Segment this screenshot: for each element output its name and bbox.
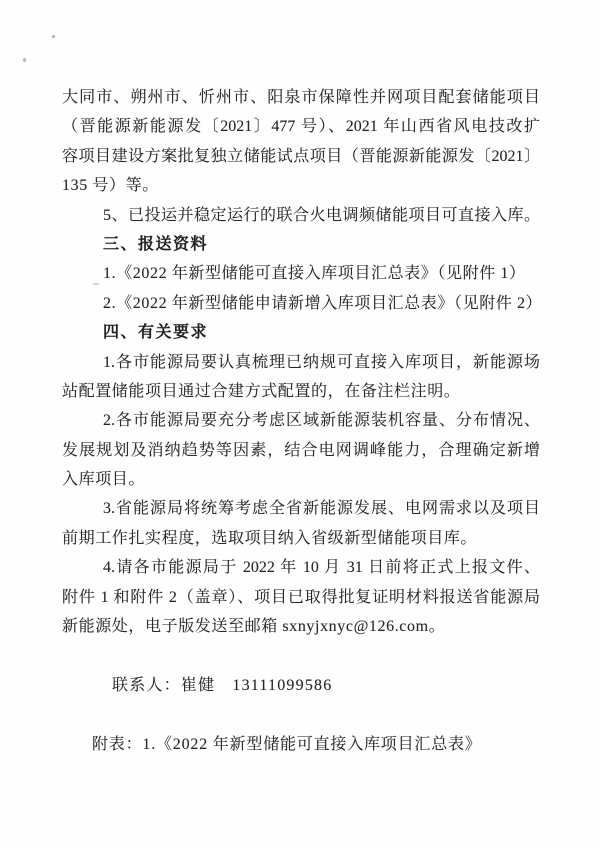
requirement-item-1: 1.各市能源局要认真梳理已纳规可直接入库项目，新能源场 (103, 353, 540, 371)
section-heading-requirements: 四、有关要求 (103, 324, 209, 342)
attachment-ref-1: 1.《2022 年新型储能可直接入库项目汇总表》（见附件 1） (103, 265, 526, 283)
requirement-item-3-cont: 前期工作扎实程度，选取项目纳入省级新型储能项目库。 (62, 529, 478, 547)
requirement-item-4-cont: 附件 1 和附件 2（盖章）、项目已取得批复证明材料报送省能源局 (62, 588, 540, 606)
requirement-item-4: 4.请各市能源局于 2022 年 10 月 31 日前将正式上报文件、 (103, 559, 540, 577)
requirement-item-1-cont: 站配置储能项目通过合建方式配置的，在备注栏注明。 (62, 382, 461, 400)
paragraph-continuation-line: 135 号）等。 (62, 177, 159, 195)
blank-line (62, 641, 540, 670)
attachment-ref-2: 2.《2022 年新型储能申请新增入库项目汇总表》（见附件 2） (103, 294, 543, 312)
scan-speck-2 (22, 58, 26, 63)
attachment-list-line: 附表：1.《2022 年新型储能可直接入库项目汇总表》 (92, 735, 482, 753)
requirement-item-2: 2.各市能源局要充分考虑区域新能源装机容量、分布情况、 (103, 412, 540, 430)
blank-line (62, 700, 540, 729)
list-item-5: 5、已投运并稳定运行的联合火电调频储能项目可直接入库。 (103, 206, 540, 224)
requirement-item-3: 3.省能源局将统筹考虑全省新能源发展、电网需求以及项目 (103, 500, 540, 518)
requirement-item-2-cont: 入库项目。 (62, 471, 146, 489)
paragraph-continuation-line: 大同市、朔州市、忻州市、阳泉市保障性并网项目配套储能项目 (62, 89, 540, 106)
paragraph-continuation-line: （晋能源新能源发〔2021〕477 号）、2021 年山西省风电技改扩 (62, 118, 540, 136)
paragraph-continuation-line: 容项目建设方案批复独立储能试点项目（晋能源新能源发〔2021〕 (62, 147, 540, 165)
section-heading-submission-materials: 三、报送资料 (103, 235, 209, 253)
requirement-item-2-cont: 发展规划及消纳趋势等因素，结合电网调峰能力，合理确定新增 (62, 441, 540, 459)
document-body (62, 83, 543, 759)
scan-speck-1 (52, 35, 55, 38)
contact-line: 联系人：崔健 13111099586 (112, 676, 333, 694)
requirement-item-4-cont-email: 新能源处，电子版发送至邮箱 sxnyjxnyc@126.com。 (62, 618, 446, 636)
